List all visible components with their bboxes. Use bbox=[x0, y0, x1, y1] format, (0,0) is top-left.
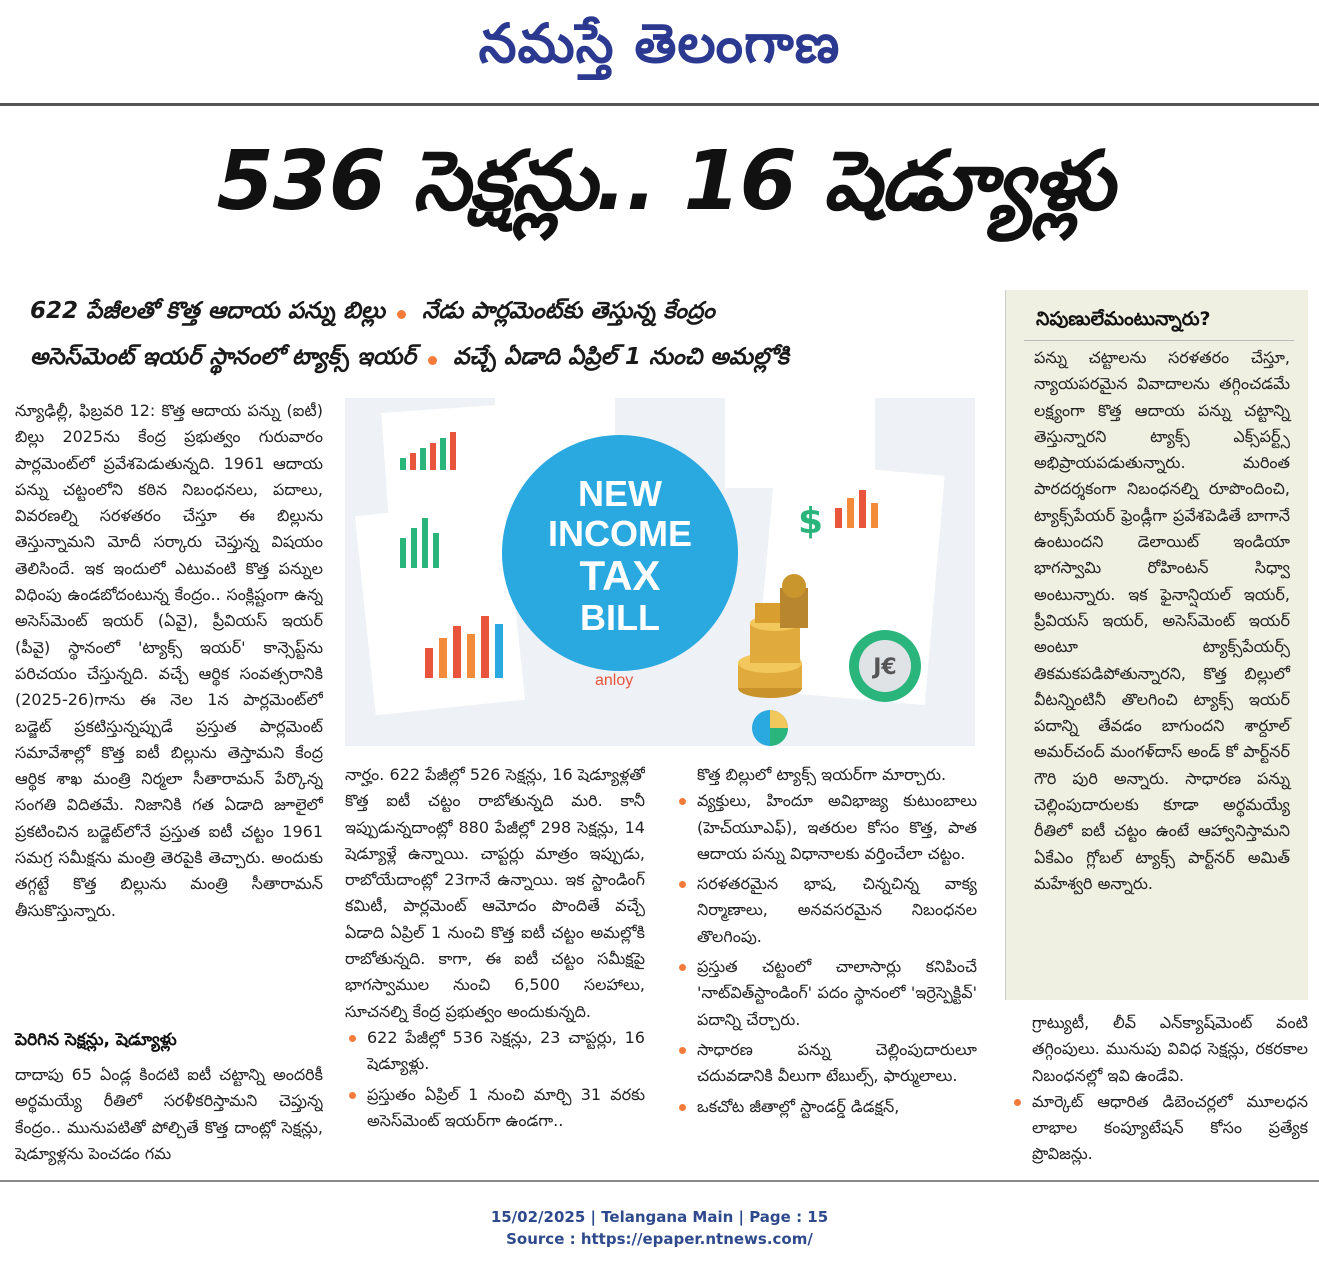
deck-2b: వచ్చే ఏడాది ఏప్రిల్ 1 నుంచి అమల్లోకి bbox=[453, 344, 789, 370]
footer-source: Source : https://epaper.ntnews.com/ bbox=[506, 1230, 813, 1248]
bill-text-line-1: NEW bbox=[578, 473, 662, 514]
highlight-continued: కొత్త బిల్లులో ట్యాక్స్ ఇయర్‌గా మార్చారు. bbox=[697, 765, 947, 784]
coin-badge-text: J€ bbox=[873, 655, 897, 680]
sidebar-title: నిపుణులేమంటున్నారు? bbox=[1036, 308, 1211, 330]
income-tax-bill-illustration bbox=[345, 398, 975, 746]
article-column-2 bbox=[345, 762, 645, 1172]
sidebar-divider bbox=[1024, 340, 1294, 341]
highlight-item: వ్యక్తులు, హిందూ అవిభాజ్య కుటుంబాలు (హెచ్‌యూఎఫ్), ఇతరుల కోసం కొత్త, పాత ఆదాయ పన్ను విధానాలకు వర్తించేలా చట్టం. bbox=[675, 788, 977, 867]
sidebar-body: పన్ను చట్టాలను సరళతరం చేస్తూ, న్యాయపరమైన వివాదాలను తగ్గించడమే లక్ష్యంగా కొత్త ఆదాయ పన్ను చట్టాన్ని తెస్తున్నారని ట్యాక్స్ ఎక్స్‌పర్ట్స్ అభిప్రాయపడుతున్నారు. మరింత పారదర్శకంగా నిబంధనల్ని రూపొందించి, ట్యాక్స్‌పేయర్ ఫ్రెండ్లీగా ప్రవేశపెడితే బాగానే ఉంటుందని డెలాయిట్ ఇండియా భాగస్వామి రోహింటన్ సిధ్వా అంటున్నారు. ఇక ఫైనాన్షియల్ ఇయర్, ప్రీవియస్ ఇయర్, అసెస్‌మెంట్ ఇయర్ అంటూ ట్యాక్స్‌పేయర్స్ తికమకపడిపోతున్నారని, కొత్త బిల్లులో వీటన్నింటినీ తొలగించి ట్యాక్స్ ఇయర్ పదాన్ని తేవడం బాగుందని శార్దూల్ అమర్‌చంద్ మంగళ్‌దాస్ అండ్ కో పార్ట్‌నర్ గౌరి పురి అన్నారు. సాధారణ పన్ను చెల్లింపుదారులకు కూడా అర్థమయ్యే రీతిలో ఐటీ చట్టం ఉంటే ఆహ్వానిస్తామని ఏకేఎం గ్లోబల్ ట్యాక్స్ పార్ట్‌నర్ అమిత్ మహేశ్వరి అన్నారు. bbox=[1034, 348, 1290, 893]
highlight-item: మార్కెట్ ఆధారిత డిబెంచర్లలో మూలధన లాభాల కంప్యూటేషన్ కోసం ప్రత్యేక ప్రొవిజన్లు. bbox=[1010, 1089, 1308, 1168]
highlight-item: ఒకచోట జీతాల్లో స్టాండర్డ్ డిడక్షన్, bbox=[675, 1094, 977, 1120]
article-column-1b bbox=[15, 1062, 323, 1172]
highlight-item: ప్రస్తుత చట్టంలో చాలాసార్లు కనిపించే 'నాట్‌విత్‌స్టాండింగ్' పదం స్థానంలో 'ఇర్రెస్పెక్టివ్' పదాన్ని చేర్చారు. bbox=[675, 954, 977, 1033]
deck-2a: అసెస్‌మెంట్ ఇయర్ స్థానంలో ట్యాక్స్ ఇయర్ bbox=[30, 344, 417, 370]
masthead-title: నమస్తే తెలంగాణ bbox=[478, 11, 841, 75]
highlight-item: సాధారణ పన్ను చెల్లింపుదారులూ చదువడానికి వీలుగా టేబుల్స్, ఫార్ములాలు. bbox=[675, 1037, 977, 1090]
article-para-3: నార్హం. 622 పేజీల్లో 526 సెక్షన్లు, 16 షెడ్యూళ్లతో కొత్త ఐటీ చట్టం రాబోతున్నది మరి. కానీ ఇప్పుడున్నదాంట్లో 880 పేజీల్లో 298 సెక్షన్లు, 14 షెడ్యూళ్లే ఉన్నాయి. చాప్టర్లు మాత్రం ఇప్పుడు, రాబోయేదాంట్లో 23గానే ఉన్నాయి. ఇక స్టాండింగ్ కమిటీ, పార్లమెంట్ ఆమోదం పొందితే వచ్చే ఏడాది ఏప్రిల్ 1 నుంచి కొత్త ఐటీ చట్టం అమల్లోకి రాబోతున్నది. కాగా, ఈ ఐటీ చట్టం సమీక్షపై భాగస్వాముల నుంచి 6,500 సలహాలు, సూచనల్ని కేంద్ర ప్రభుత్వం అందుకున్నది. bbox=[345, 765, 645, 1021]
deck-1a: 622 పేజీలతో కొత్త ఆదాయ పన్ను బిల్లు bbox=[30, 298, 386, 324]
illustration-photo bbox=[345, 398, 975, 746]
masthead-rule bbox=[0, 103, 1319, 106]
footer-dateline: 15/02/2025 | Telangana Main | Page : 15 bbox=[490, 1208, 829, 1226]
article-para-2: దాదాపు 65 ఏండ్ల కిందటి ఐటీ చట్టాన్ని అందరికీ అర్థమయ్యే రీతిలో సరళీకరిస్తామని చెప్తున్న కేంద్రం.. మునుపటితో పోల్చితే కొత్త దాంట్లో సెక్షన్లు, షెడ్యూళ్లను పెంచడం గమ bbox=[15, 1065, 323, 1163]
bullet-dot bbox=[397, 310, 406, 319]
article-para-1: న్యూఢిల్లీ, ఫిబ్రవరి 12: కొత్త ఆదాయ పన్ను (ఐటీ) బిల్లు 2025ను కేంద్ర ప్రభుత్వం గురువారం పార్లమెంట్‌లో ప్రవేశపెడుతున్నది. 1961 ఆదాయ పన్ను చట్టంలోని కఠిన నిబంధనలు, పదాలు, వివరణల్ని సరళతరం చేస్తూ ఈ బిల్లును తెస్తున్నామని మోదీ సర్కారు చెప్తున్న విషయం తెలిసిందే. ఇక ఇందులో ఎటువంటి కొత్త పన్నుల విధింపు ఉండబోదంటున్న కేంద్రం.. సంక్లిష్టంగా ఉన్న అసెస్‌మెంట్ ఇయర్ (ఏవై), ప్రీవియస్ ఇయర్ (పీవై) స్థానంలో 'ట్యాక్స్ ఇయర్' కాన్సెప్ట్‌ను పరిచయం చేస్తున్నది. వచ్చే ఆర్థిక సంవత్సరానికి (2025-26)గాను ఈ నెల 1న పార్లమెంట్‌లో బడ్జెట్ ప్రకటిస్తున్నప్పుడే ప్రస్తుత పార్లమెంట్ సమావేశాల్లో కొత్త ఐటీ బిల్లును తెస్తామని కేంద్ర ఆర్థిక శాఖ మంత్రి నిర్మలా సీతారామన్ పేర్కొన్న సంగతి విదితమే. నిజానికి గత ఏడాది జూలైలో ప్రకటించిన బడ్జెట్‌లోనే ప్రస్తుత ఐటీ చట్టం 1961 సమగ్ర సమీక్షను మంత్రి తెరపైకి తెచ్చారు. అందుకు తగ్గట్టే కొత్త బిల్లును మంత్రి సీతారామన్ తీసుకొస్తున్నారు. bbox=[15, 401, 323, 920]
experts-sidebar bbox=[1005, 290, 1308, 1000]
highlight-continued: గ్రాట్యుటీ, లీవ్ ఎన్‌క్యాష్‌మెంట్ వంటి తగ్గింపులు. మునుపు వివిధ సెక్షన్లు, రకరకాల నిబంధనల్లో ఇవి ఉండేవి. bbox=[1032, 1013, 1308, 1085]
dollar-sign-icon: $ bbox=[798, 501, 824, 542]
highlight-item: ప్రస్తుతం ఏప్రిల్ 1 నుంచి మార్చి 31 వరకు అసెస్‌మెంట్ ఇయర్‌గా ఉండగా.. bbox=[345, 1082, 645, 1135]
ashoka-emblem-icon bbox=[780, 574, 808, 628]
highlights-list bbox=[675, 788, 977, 1120]
highlight-item: సరళతరమైన భాష, చిన్నచిన్న వాక్య నిర్మాణాలు, అనవసరమైన నిబంధనల తొలగింపు. bbox=[675, 871, 977, 950]
highlight-item: 622 పేజీల్లో 536 సెక్షన్లు, 23 చాప్టర్లు, 16 షెడ్యూళ్లు. bbox=[345, 1025, 645, 1078]
bill-text-line-3: TAX bbox=[579, 552, 661, 599]
deck-row-1 bbox=[30, 292, 980, 336]
article-column-4 bbox=[1010, 1010, 1308, 1175]
pie-chart-icon bbox=[752, 710, 788, 746]
masthead bbox=[0, 0, 1319, 100]
brand-label: anloy bbox=[595, 672, 634, 689]
highlights-list bbox=[345, 1025, 645, 1134]
highlights-list bbox=[1010, 1089, 1308, 1168]
article-column-3 bbox=[675, 762, 977, 1172]
headline-text: 536 సెక్షన్లు.. 16 షెడ్యూళ్లు bbox=[216, 133, 1114, 229]
document-card bbox=[355, 501, 525, 716]
deck-1b: నేడు పార్లమెంట్‌కు తెస్తున్న కేంద్రం bbox=[422, 298, 715, 324]
footer-rule bbox=[0, 1180, 1319, 1182]
bill-text-line-2: INCOME bbox=[548, 513, 692, 554]
article-column-1 bbox=[15, 398, 323, 1018]
headline bbox=[20, 116, 1310, 266]
section-subhead: పెరిగిన సెక్షన్లు, షెడ్యూళ్లు bbox=[15, 1030, 177, 1050]
bullet-dot bbox=[428, 356, 437, 365]
deck-row-2 bbox=[30, 338, 980, 382]
coin-badge-icon bbox=[849, 630, 921, 702]
bill-text-line-4: BILL bbox=[580, 597, 660, 638]
